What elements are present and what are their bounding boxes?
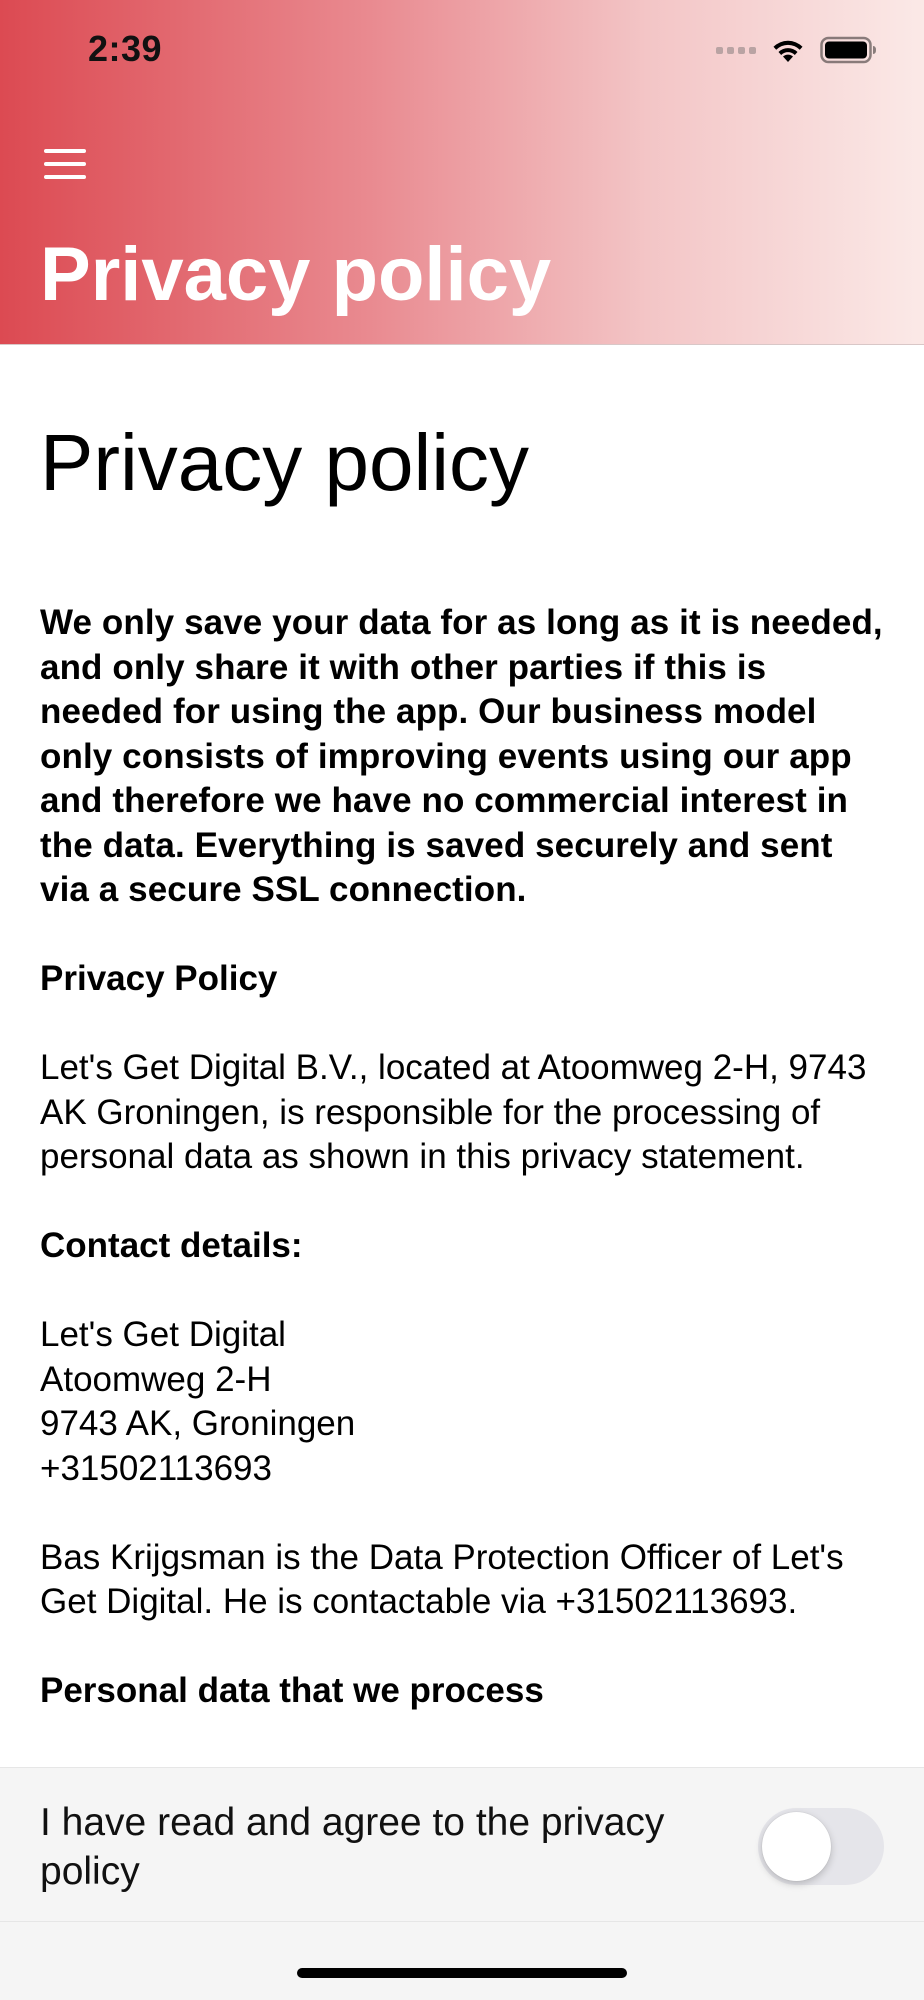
privacy-policy-paragraph: Let's Get Digital B.V., located at Atoomweg 2-H, 9743 AK Groningen, is responsible for the processing of personal data as shown in this privacy statement. xyxy=(40,1048,867,1176)
home-area xyxy=(0,1922,924,2000)
personal-data-title: Personal data that we process xyxy=(40,1671,544,1710)
agree-label: I have read and agree to the privacy policy xyxy=(40,1801,665,1893)
contact-details-title: Contact details: xyxy=(40,1226,303,1265)
agree-bar xyxy=(0,1767,924,1922)
intro-paragraph: We only save your data for as long as it is needed, and only share it with other parties if this is needed for using the app. Our business model only consists of improving events using our app and therefore we have no commercial interest in the data. Everything is saved securely and sent via a secure SSL connection. xyxy=(40,603,883,909)
contact-city: 9743 AK, Groningen xyxy=(40,1404,356,1443)
toggle-knob xyxy=(762,1812,831,1881)
status-icons xyxy=(716,34,878,66)
signal-icon xyxy=(716,47,756,54)
contact-street: Atoomweg 2-H xyxy=(40,1359,272,1399)
header-title: Privacy policy xyxy=(40,232,552,317)
contact-phone: +31502113693 xyxy=(40,1448,272,1488)
contact-company: Let's Get Digital xyxy=(40,1315,286,1354)
header xyxy=(0,0,924,345)
policy-content[interactable] xyxy=(40,345,890,1767)
battery-icon xyxy=(820,36,878,64)
privacy-policy-title: Privacy Policy xyxy=(40,959,278,998)
status-time: 2:39 xyxy=(88,28,163,69)
wifi-icon xyxy=(770,36,806,64)
page-heading: Privacy policy xyxy=(40,418,530,507)
hamburger-menu-icon[interactable] xyxy=(40,144,90,184)
home-indicator[interactable] xyxy=(297,1968,627,1978)
dpo-paragraph: Bas Krijgsman is the Data Protection Officer of Let's Get Digital. He is contactable via +31502113693. xyxy=(40,1537,844,1621)
agree-toggle[interactable] xyxy=(758,1808,884,1885)
